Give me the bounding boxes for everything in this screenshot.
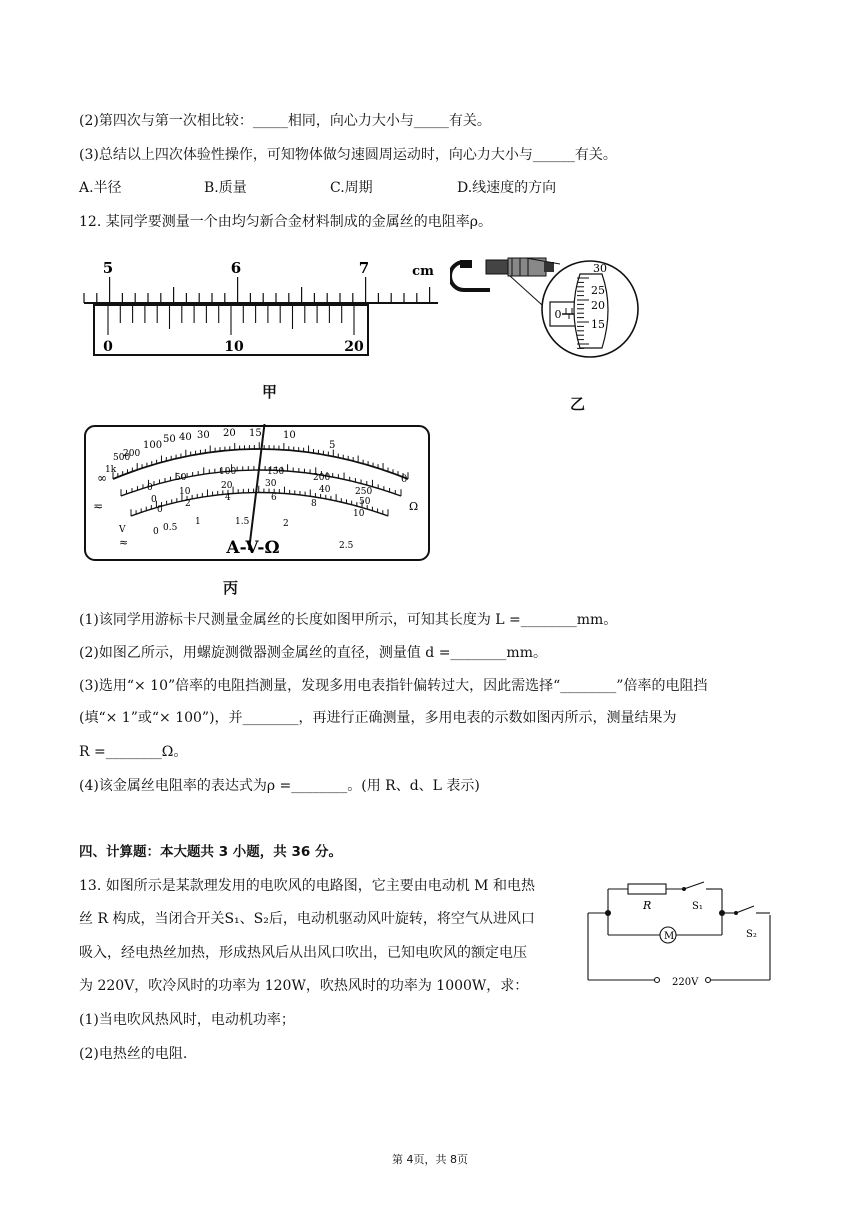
meter-dc-label: 150 bbox=[267, 467, 285, 477]
meter-ohm-label: 1k bbox=[105, 465, 117, 475]
meter-dc-label: 0 bbox=[157, 505, 163, 515]
meter-dc-label: 40 bbox=[319, 485, 331, 495]
circuit-voltage-label: 220V bbox=[672, 977, 699, 988]
q12-sub-3c: R =________Ω。 bbox=[79, 744, 188, 760]
micrometer-label: 15 bbox=[591, 318, 605, 331]
meter-ohm-infinity: ∞ bbox=[97, 471, 107, 485]
caliper-vernier-label: 20 bbox=[344, 339, 364, 355]
meter-brand: A-V-Ω bbox=[226, 538, 280, 558]
section-heading: 四、计算题：本大题共 3 小题，共 36 分。 bbox=[79, 844, 342, 860]
hairdryer-circuit-figure bbox=[580, 875, 780, 990]
option-c: C.周期 bbox=[330, 180, 373, 196]
meter-dc-label: 20 bbox=[221, 481, 233, 491]
caliper-main-label: 6 bbox=[230, 259, 242, 277]
circuit-s2-label: S₂ bbox=[746, 929, 757, 940]
q12-sub-1: (1)该同学用游标卡尺测量金属丝的长度如图甲所示，可知其长度为 L =________mm。 bbox=[79, 612, 618, 628]
meter-dc-label: 0 bbox=[151, 495, 157, 505]
meter-ohm-label: 0 bbox=[401, 474, 408, 485]
vernier-caliper-figure bbox=[80, 255, 445, 365]
circuit-m-label: M bbox=[664, 931, 675, 942]
meter-dc-label: 50 bbox=[359, 497, 371, 507]
caliper-vernier-label: 0 bbox=[103, 339, 113, 355]
meter-ac-mark: ≈ bbox=[119, 536, 129, 549]
q12-sub-3a: (3)选用“× 10”倍率的电阻挡测量，发现多用电表指针偏转过大，因此需选择“________”倍率的电阻挡 bbox=[79, 678, 708, 694]
micrometer-label: 20 bbox=[591, 299, 605, 312]
q13-line: 吸入，经电热丝加热，形成热风后从出风口吹出，已知电吹风的额定电压 bbox=[79, 945, 527, 961]
meter-ac-label: 0 bbox=[153, 527, 159, 537]
meter-ac-label: 0.5 bbox=[163, 523, 178, 533]
q12-stem: 12. 某同学要测量一个由均匀新合金材料制成的金属丝的电阻率ρ。 bbox=[79, 214, 492, 230]
caliper-main-label: 7 bbox=[358, 259, 370, 277]
meter-ohm-label: 200 bbox=[123, 449, 141, 459]
meter-v-mark: V bbox=[119, 525, 126, 535]
meter-dc-label: 6 bbox=[271, 493, 277, 503]
micrometer-label: 25 bbox=[591, 284, 605, 297]
meter-ohm-mark: Ω bbox=[409, 500, 419, 513]
q11-line-3: (3)总结以上四次体验性操作，可知物体做匀速圆周运动时，向心力大小与______有关。 bbox=[79, 147, 617, 163]
micrometer-zero: 0 bbox=[554, 308, 562, 321]
meter-dc-label: 10 bbox=[179, 487, 191, 497]
q12-sub-2: (2)如图乙所示，用螺旋测微器测金属丝的直径，测量值 d =________mm。 bbox=[79, 645, 547, 661]
q13-line: 为 220V，吹冷风时的功率为 120W，吹热风时的功率为 1000W，求： bbox=[79, 978, 529, 994]
caption-bing: 丙 bbox=[223, 579, 239, 597]
caliper-unit: cm bbox=[412, 264, 434, 279]
meter-dc-label: 4 bbox=[225, 493, 231, 503]
meter-dc-label: 30 bbox=[265, 479, 277, 489]
micrometer-figure bbox=[450, 254, 640, 374]
multimeter-figure bbox=[83, 424, 433, 564]
meter-ac-label: 2.5 bbox=[339, 541, 354, 551]
q11-options bbox=[79, 178, 719, 198]
micrometer-label: 30 bbox=[593, 262, 607, 275]
meter-ohm-label: 15 bbox=[249, 428, 262, 439]
meter-dc-label: 100 bbox=[219, 467, 237, 477]
option-d: D.线速度的方向 bbox=[457, 180, 557, 196]
q13-sub-2: (2)电热丝的电阻. bbox=[79, 1046, 188, 1062]
circuit-r-label: R bbox=[643, 899, 652, 912]
option-b: B.质量 bbox=[204, 180, 247, 196]
circuit-s1-label: S₁ bbox=[692, 901, 703, 912]
q13-line: 丝 R 构成，当闭合开关S₁、S₂后，电动机驱动风叶旋转，将空气从进风口 bbox=[79, 911, 535, 927]
meter-ac-label: 2 bbox=[283, 519, 289, 529]
meter-dc-label: 200 bbox=[313, 473, 331, 483]
caption-jia: 甲 bbox=[262, 383, 278, 401]
q11-line-2: (2)第四次与第一次相比较：_____相同，向心力大小与_____有关。 bbox=[79, 113, 491, 129]
page-footer: 第 4页，共 8页 bbox=[392, 1153, 468, 1166]
caliper-main-label: 5 bbox=[102, 259, 114, 277]
meter-dc-label: 10 bbox=[353, 509, 365, 519]
meter-ohm-label: 20 bbox=[223, 428, 236, 439]
q12-sub-3b: (填“× 1”或“× 100”)，并________，再进行正确测量，多用电表的示数如图丙所示，测量结果为 bbox=[79, 710, 677, 726]
meter-dc-label: 8 bbox=[311, 499, 317, 509]
q13-sub-1: (1)当电吹风热风时，电动机功率； bbox=[79, 1012, 295, 1028]
caliper-vernier-label: 10 bbox=[224, 339, 244, 355]
meter-ohm-label: 50 bbox=[163, 434, 176, 445]
meter-ac-label: 1.5 bbox=[235, 517, 250, 527]
meter-dc-label: 2 bbox=[185, 499, 191, 509]
meter-dc-mark: ≂ bbox=[93, 499, 104, 513]
meter-dc-label: 0 bbox=[147, 483, 153, 493]
meter-ohm-label: 10 bbox=[283, 430, 296, 441]
q12-sub-4: (4)该金属丝电阻率的表达式为ρ =________。(用 R、d、L 表示) bbox=[79, 778, 480, 794]
meter-dc-label: 250 bbox=[355, 487, 373, 497]
meter-ohm-label: 5 bbox=[329, 440, 336, 451]
meter-ohm-label: 30 bbox=[197, 430, 210, 441]
meter-ohm-label: 100 bbox=[143, 440, 163, 451]
meter-ohm-label: 500 bbox=[113, 453, 131, 463]
q13-line: 13. 如图所示是某款理发用的电吹风的电路图，它主要由电动机 M 和电热 bbox=[79, 878, 535, 894]
meter-ac-label: 1 bbox=[195, 517, 201, 527]
meter-ohm-label: 40 bbox=[179, 432, 192, 443]
option-a: A.半径 bbox=[79, 180, 122, 196]
meter-dc-label: 50 bbox=[175, 473, 187, 483]
caption-yi: 乙 bbox=[570, 395, 586, 413]
